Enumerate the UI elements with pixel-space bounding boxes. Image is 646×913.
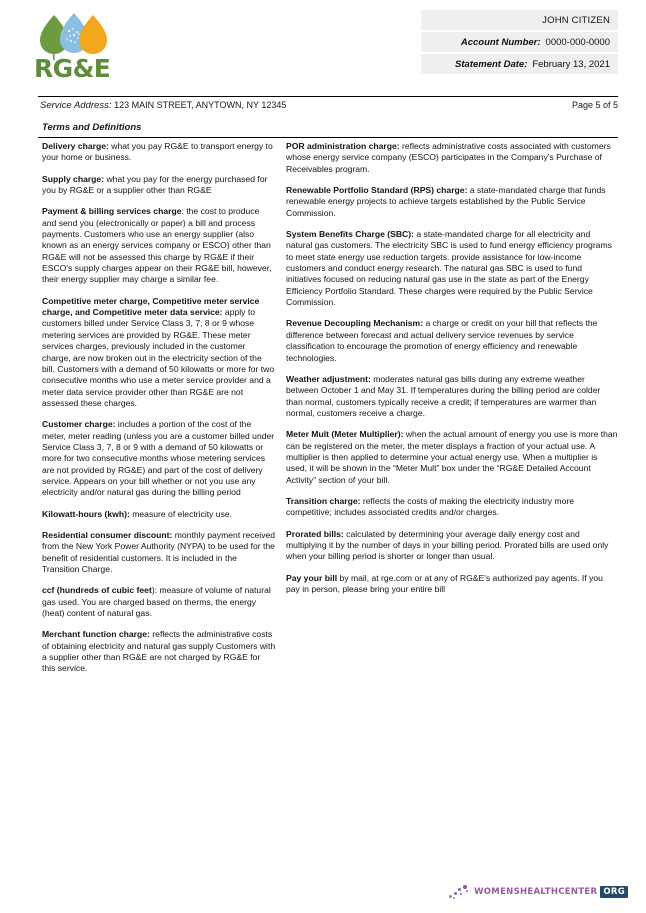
statement-date-row (421, 54, 618, 74)
definition-term: Transition charge: (286, 495, 361, 506)
definition-entry (286, 529, 618, 563)
definition-body: reflects the administrative costs of obtaining electricity and natural gas supply Customers with a supplier other than RG&E are not charged by RG&E for this service. (42, 629, 276, 674)
watermark-dots-icon (447, 883, 473, 901)
rge-logo-icon (36, 12, 110, 60)
definition-entry (42, 629, 276, 674)
rge-logo (32, 12, 142, 90)
customer-name: JOHN CITIZEN (542, 14, 610, 26)
definition-term: Weather adjustment: (286, 373, 371, 384)
definition-body: a state-mandated charge for all electricity and natural gas customers. The electricity SBC is used to fund energy efficiency programs to meet state energy use reduction targets. provide assistance for low-income customers and conduct energy research. The natural gas SBC is used to fund initiatives focused on reducing natural gas use in the state as part of the Energy Efficiency Portfolio Standard. These charges were required by the Public Service Commission. (286, 229, 612, 308)
definition-body: monthly payment received from the New York Power Authority (NYPA) to be used for the benefit of residential customers. It is included in the Transition Charge. (42, 529, 276, 574)
section-divider (38, 137, 618, 138)
watermark-text: WOMENSHEALTHCENTER (474, 887, 598, 897)
account-number-row (421, 32, 618, 52)
definition-body: a charge or credit on your bill that reflects the difference between forecast and actual delivery service revenues by service classification to encourage the promotion of energy efficiency and renewable technologies. (286, 318, 598, 363)
page-header (0, 0, 646, 95)
statement-date-value: February 13, 2021 (532, 58, 610, 70)
definition-term: Revenue Decoupling Mechanism: (286, 318, 424, 329)
definition-body: when the actual amount of energy you use is more than can be registered on the meter, the meter displays a fraction of your actual use. A multiplier is then applied to determine your actual energy use. When a multiplier is used, it will be shown in the “Meter Mult” box under the “RG&E Detailed Account Activity” section of your bill. (286, 429, 618, 485)
service-address-label: Service Address: (40, 100, 112, 111)
definition-body: reflects administrative costs associated with customers whose energy service company (ESCO) participates in the Company's Purchase of Receivables program. (286, 141, 611, 174)
page-indicator: Page 5 of 5 (571, 100, 618, 110)
watermark-badge: ORG (600, 886, 628, 898)
definitions-columns (0, 141, 646, 675)
definition-entry (286, 318, 618, 363)
section-title: Terms and Definitions (42, 122, 142, 133)
definition-term: Customer charge: (42, 419, 116, 430)
definition-body: a state-mandated charge that funds renewable energy projects to achieve targets established by the Public Service Commission. (286, 185, 606, 218)
account-summary-box (421, 10, 618, 74)
definition-term: Competitive meter charge, Competitive meter service charge, and Competitive meter data service: (42, 295, 260, 318)
definition-term: System Benefits Charge (SBC): (286, 229, 414, 240)
account-number-label: Account Number: (460, 36, 541, 48)
definitions-right-column (286, 141, 646, 675)
definition-body: moderates natural gas bills during any extreme weather between October 1 and May 31. If temperatures during the billing period are colder than normal, customers typically receive a credit; if temperatures are warmer than normal, customers receive a charge. (286, 373, 601, 418)
definition-body: ): measure of volume of natural gas used. You are charged based on therms, the energy (heat) content of natural gas. (42, 585, 271, 619)
header-divider-top (38, 96, 618, 97)
definition-body: includes a portion of the cost of the meter, meter reading (unless you are a customer billed under Service Class 3, 7, 8 or 9 with a demand of 50 kilowatts or more for two consecutive months whose metering services are not provided by RG&E) and part of the cost of delivery service. Appears on your bill whether or not you use any electricity and/or natural gas during the billing period (42, 419, 275, 498)
definition-term: Merchant function charge: (42, 629, 150, 640)
rge-wordmark: RG&E (34, 54, 111, 83)
definition-body: what you pay for the energy purchased for you by RG&E or a supplier other than RG&E (42, 173, 268, 196)
definition-entry (42, 530, 276, 575)
definition-entry (286, 429, 618, 486)
definition-term: POR administration charge: (286, 141, 400, 151)
definition-term: Pay your bill (286, 572, 338, 583)
definition-body: what you pay RG&E to transport energy to your home or business. (42, 141, 273, 163)
definition-body: reflects the costs of making the electricity industry more competitive; includes associated credits and/or charges. (286, 495, 574, 518)
definition-entry (286, 374, 618, 419)
account-number-value: 0000-000-0000 (545, 36, 610, 48)
definition-term: Payment & billing services charge (42, 206, 182, 217)
definition-body: measure of electricity use. (129, 508, 233, 519)
definition-term: ccf (hundreds of cubic feet (42, 585, 152, 596)
definition-body: by mail, at rge.com or at any of RG&E's authorized pay agents. If you pay in person, please bring your entire bill (286, 572, 603, 594)
definition-entry (286, 185, 618, 219)
definition-body: : the cost to produce and send you (electronically or paper) a bill and process payments. Customers who use an energy supplier (also known as an energy services company or ESCO) other than RG&E will not be assessed this charge by RG&E if their ESCO's supply charges appear on their RG&E bill, however, their energy supplier may charge a similar fee. (42, 206, 272, 285)
definition-entry (42, 585, 276, 619)
definition-entry (286, 496, 618, 519)
definition-entry (42, 174, 276, 197)
statement-date-label: Statement Date: (455, 58, 528, 70)
definition-entry (286, 141, 618, 175)
definition-body: apply to customers billed under Service Class 3, 7, 8 or 9 whose metering services are provided by RG&E. These meter services charges, previously included in the customer charge, are now broken out in the electricity section of the bill. Customers with a demand of 50 kilowatts or more for two consecutive months who use a meter service provider and a meter data service provider other than RG&E are not assessed these charges. (42, 307, 275, 408)
definition-term: Kilowatt-hours (kwh): (42, 508, 130, 519)
definition-term: Residential consumer discount: (42, 529, 173, 540)
definition-term: Renewable Portfolio Standard (RPS) charge: (286, 185, 468, 196)
definition-term: Prorated bills: (286, 528, 344, 539)
definition-term: Supply charge: (42, 173, 105, 184)
definition-term: Meter Mult (Meter Multiplier): (286, 429, 404, 440)
definition-body: calculated by determining your average daily energy cost and multiplying it by the number of days in your billing period. Prorated bills are used only when your billing period is shorter or longer than usual. (286, 528, 609, 562)
customer-name-row (421, 10, 618, 30)
definition-entry (42, 509, 276, 520)
definitions-left-column (0, 141, 286, 675)
definition-entry (286, 229, 618, 308)
definition-entry (286, 573, 618, 596)
source-watermark (447, 883, 628, 901)
definition-term: Delivery charge: (42, 141, 109, 151)
definition-entry (42, 206, 276, 285)
definition-entry (42, 296, 276, 409)
definition-entry (42, 419, 276, 498)
service-address-value: 123 MAIN STREET, ANYTOWN, NY 12345 (114, 100, 287, 110)
service-address-line (40, 100, 618, 111)
definition-entry (42, 141, 276, 164)
service-address (40, 100, 286, 111)
